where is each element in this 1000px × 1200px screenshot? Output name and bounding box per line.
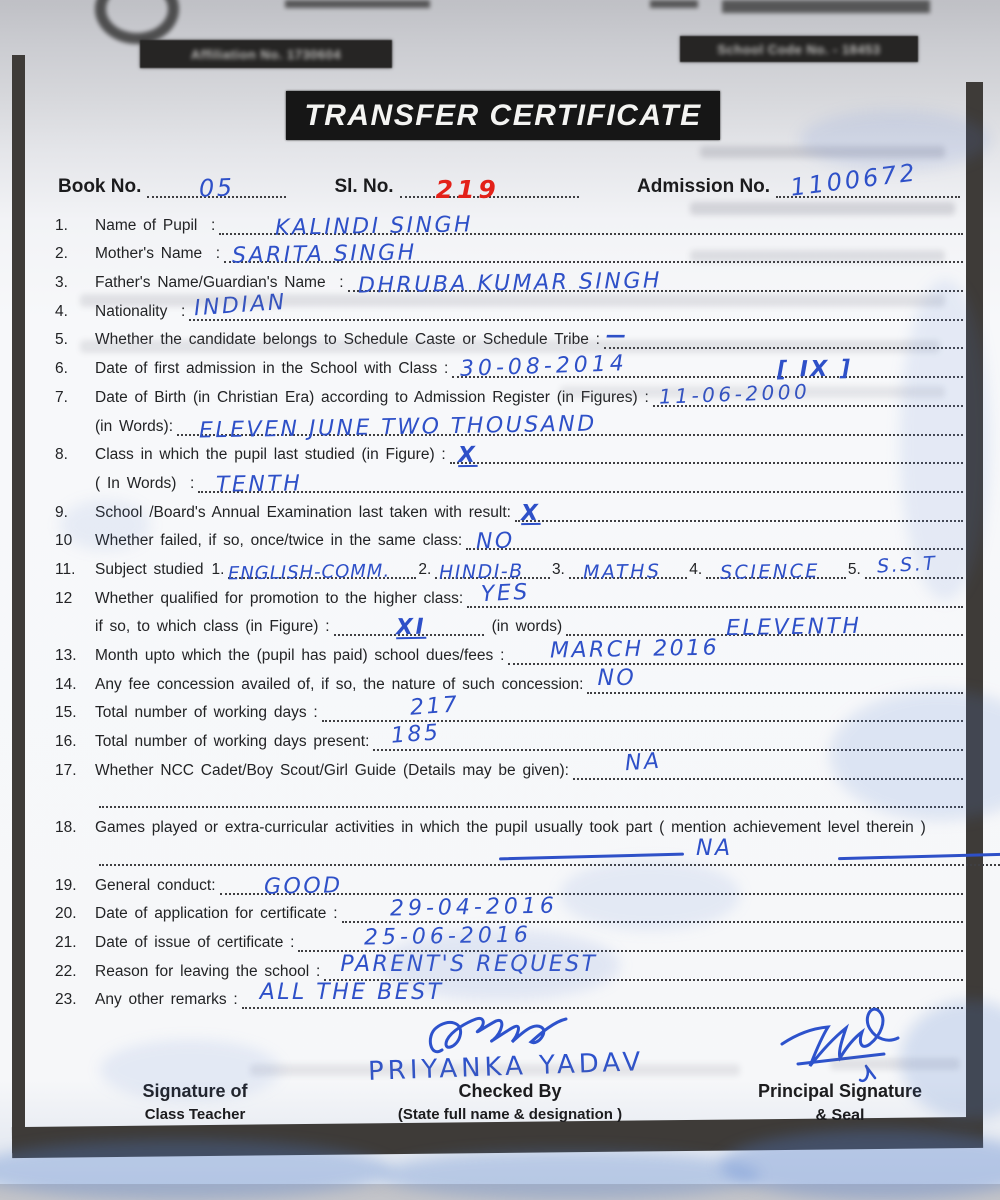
- affiliation-number-text: Affiliation No. 1730604: [190, 46, 342, 62]
- handwritten-value: X: [520, 500, 541, 526]
- certificate-title: TRANSFER CERTIFICATE: [304, 98, 702, 132]
- item-1: 1. Name of Pupil : KALINDI SINGH: [55, 206, 963, 235]
- handwritten-subject: S.S.T: [876, 552, 938, 578]
- handwritten-subject: MATHS: [582, 560, 662, 584]
- handwritten-value: —: [605, 323, 629, 348]
- ink-smudge: [560, 860, 740, 930]
- item-12: 12 Whether qualified for promotion to the higher class: YES: [55, 579, 963, 608]
- field-line: [228, 551, 416, 585]
- field-line: [450, 436, 963, 469]
- item-9: 9. School /Board's Annual Examination last taken with result: X: [55, 493, 963, 522]
- item-11-subjects: 11. Subject studied 1. ENGLISH-COMM. 2. HINDI-B 3. MATHS 4. SCIENCE 5. S.S.T: [55, 550, 963, 579]
- book-no-value: 05: [198, 173, 236, 203]
- bleed-through-text: [690, 250, 945, 262]
- item-8: 8. Class in which the pupil last studied (in Figure) : X: [55, 436, 963, 465]
- handwritten-subject: SCIENCE: [719, 560, 821, 584]
- field-line: [566, 608, 963, 642]
- ink-smudge: [900, 280, 990, 600]
- item-19: 19. General conduct: GOOD: [55, 866, 963, 895]
- field-line: [334, 608, 484, 641]
- handwritten-value: TENTH: [216, 471, 303, 498]
- ink-smudge: [60, 500, 150, 550]
- handwritten-value: GOOD: [263, 872, 343, 900]
- item-3: 3. Father's Name/Guardian's Name : DHRUBA KUMAR SINGH: [55, 263, 963, 292]
- handwritten-value: XI: [395, 615, 426, 641]
- handwritten-value: X: [457, 443, 478, 469]
- item-4: 4. Nationality : INDIAN: [55, 292, 963, 321]
- checker-name-handwritten: PRIYANKA YADAV: [367, 1047, 645, 1087]
- handwritten-value: ALL THE BEST: [259, 980, 444, 1006]
- handwritten-value: KALINDI SINGH: [275, 211, 474, 241]
- class-teacher-signature-label: Signature of Class Teacher: [142, 1081, 248, 1124]
- ink-smudge: [100, 1040, 280, 1100]
- bleed-through-text: [690, 202, 955, 215]
- principal-signature-label: Principal Signature & Seal: [757, 1081, 923, 1125]
- item-5: 5. Whether the candidate belongs to Schedule Caste or Schedule Tribe : —: [55, 321, 963, 350]
- sl-no-field: [400, 160, 579, 204]
- field-line: [706, 551, 846, 584]
- cutoff-bar: [285, 0, 430, 8]
- handwritten-value: NO: [475, 528, 516, 555]
- handwritten-value: 217: [408, 692, 460, 722]
- handwritten-value: MARCH 2016: [550, 635, 720, 664]
- ink-smudge: [380, 930, 620, 1000]
- item-16: 16. Total number of working days present: 185: [55, 722, 963, 751]
- item-15: 15. Total number of working days : 217: [55, 694, 963, 723]
- header-numbers-row: [58, 154, 960, 204]
- handwritten-value: 29-04-2016: [389, 893, 558, 922]
- handwritten-value: 185: [390, 720, 442, 749]
- handwritten-value: DHRUBA KUMAR SINGH: [357, 268, 662, 299]
- certificate-fields: [55, 206, 963, 1009]
- ink-smudge: [380, 1150, 760, 1200]
- bleed-through-text: [80, 340, 940, 353]
- handwritten-value: NO: [597, 665, 637, 691]
- item-7-words: (in Words): ELEVEN JUNE TWO THOUSAND: [55, 407, 963, 436]
- field-line: [515, 494, 963, 526]
- item-13: 13. Month upto which the (pupil has paid) school dues/fees : MARCH 2016: [55, 636, 963, 665]
- bleed-through-text: [80, 294, 945, 307]
- admission-no-label: Admission No.: [637, 176, 771, 197]
- bleed-through-text: [250, 1064, 740, 1076]
- item-6: 6. Date of first admission in the School with Class : 30-08-2014 [ IX ]: [55, 349, 963, 378]
- item-21: 21. Date of issue of certificate : 25-06-2016: [55, 923, 963, 952]
- item-7: 7. Date of Birth (in Christian Era) according to Admission Register (in Figures) : 11-06-2000: [55, 378, 963, 407]
- sl-no-label: Sl. No.: [334, 176, 394, 197]
- item-17-continuation: [55, 780, 963, 809]
- item-23: 23. Any other remarks : ALL THE BEST: [55, 981, 963, 1010]
- handwritten-value: NA: [696, 835, 733, 861]
- handwritten-value: NA: [624, 748, 663, 776]
- handwritten-subject: HINDI-B: [439, 560, 525, 584]
- handwritten-value: ELEVENTH: [725, 614, 862, 642]
- item-2: 2. Mother's Name : SARITA SINGH: [55, 235, 963, 264]
- item-8-words: ( In Words) : TENTH: [55, 464, 963, 493]
- field-line: [99, 780, 963, 808]
- field-line: [569, 551, 687, 584]
- handwritten-subject: ENGLISH-COMM.: [228, 560, 391, 585]
- ink-smudge: [800, 110, 990, 170]
- frame-right-border: [966, 82, 983, 1140]
- item-10: 10 Whether failed, if so, once/twice in the same class: NO: [55, 522, 963, 551]
- field-line: [466, 522, 963, 555]
- ink-smudge: [720, 1130, 1000, 1200]
- handwritten-dash: [838, 853, 1000, 860]
- book-no-field: [147, 160, 286, 203]
- item-18: 18. Games played or extra-curricular activities in which the pupil usually took part ( mention achievement level therein ): [55, 819, 926, 837]
- admission-no-value: 1100672: [788, 158, 920, 202]
- cutoff-logo-circle: [95, 0, 179, 44]
- item-14: 14. Any fee concession availed of, if so, the nature of such concession: NO: [55, 665, 963, 694]
- book-no-label: Book No.: [58, 176, 142, 197]
- handwritten-value: 30-08-2014: [459, 351, 629, 383]
- cutoff-bar: [650, 0, 698, 8]
- handwritten-dash: [499, 852, 684, 860]
- item-12-class: if so, to which class (in Figure) : XI (in words) ELEVENTH: [55, 608, 963, 637]
- school-code-badge: [680, 36, 918, 62]
- sl-no-value: 219: [435, 175, 500, 204]
- handwritten-value: 11-06-2000: [658, 379, 811, 409]
- handwritten-value: 25-06-2016: [364, 922, 533, 951]
- handwritten-class-bracket: [ IX ]: [777, 356, 854, 383]
- principal-signature-scribble: [768, 998, 908, 1090]
- field-line: [467, 580, 963, 608]
- cutoff-bar: [722, 0, 930, 13]
- item-20: 20. Date of application for certificate : 29-04-2016: [55, 895, 963, 924]
- item-22: 22. Reason for leaving the school : PARENT'S REQUEST: [55, 952, 963, 981]
- field-line: [508, 637, 963, 665]
- checked-by-label: Checked By (State full name & designation ): [397, 1081, 623, 1124]
- school-code-text: School Code No. - 18453: [717, 41, 881, 57]
- item-17: 17. Whether NCC Cadet/Boy Scout/Girl Guide (Details may be given): NA: [55, 751, 963, 780]
- frame-left-border: [12, 55, 25, 1153]
- handwritten-value: ELEVEN JUNE TWO THOUSAND: [198, 411, 597, 443]
- ink-smudge: [0, 1140, 390, 1200]
- handwritten-value: YES: [480, 579, 531, 607]
- field-line: [99, 835, 1000, 866]
- handwritten-value: SARITA SINGH: [231, 240, 417, 269]
- bleed-through-text: [560, 386, 945, 398]
- handwritten-value: PARENT'S REQUEST: [340, 951, 598, 977]
- field-line: [587, 666, 963, 694]
- affiliation-number-badge: [140, 40, 392, 68]
- certificate-title-box: [286, 91, 720, 140]
- item-18-answer: [55, 837, 963, 866]
- field-line: [177, 408, 963, 443]
- field-line: [435, 551, 550, 584]
- handwritten-value: INDIAN: [193, 289, 288, 321]
